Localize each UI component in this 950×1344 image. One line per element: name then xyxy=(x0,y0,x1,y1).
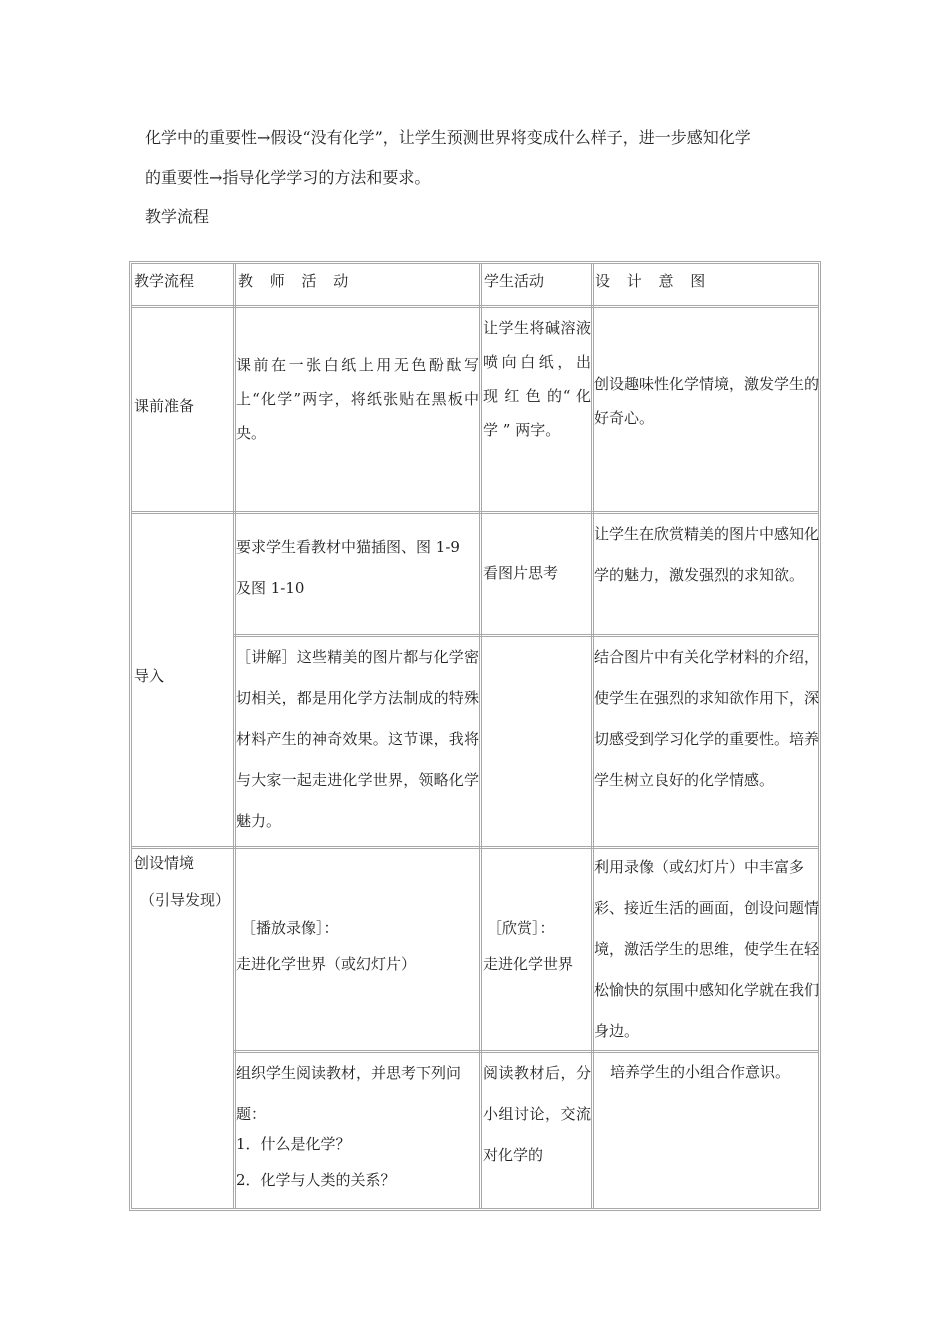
intent-intro-a: 让学生在欣赏精美的图片中感知化学的魅力，激发强烈的求知欲。 xyxy=(594,525,820,584)
stage-scenario: 创设情境 xyxy=(134,854,195,872)
row-divider xyxy=(132,305,818,308)
teacher-intro-b: ［讲解］这些精美的图片都与化学密切相关，都是用化学方法制成的特殊材料产生的神奇效果。这节课，我将与大家一起走进化学世界，领略化学魅力。 xyxy=(236,648,479,830)
teacher-scenario-a-1: ［播放录像］： xyxy=(241,919,339,937)
intent-intro-b: 结合图片中有关化学材料的介绍，使学生在强烈的求知欲作用下，深切感受到学习化学的重要性。培养学生树立良好的化学情感。 xyxy=(594,648,820,789)
intent-scenario-a: 利用录像（或幻灯片）中丰富多彩、接近生活的画面，创设问题情境，激活学生的思维，使学生在轻松愉快的氛围中感知化学就在我们身边。 xyxy=(594,858,820,1040)
column-divider xyxy=(479,264,482,1208)
intent-scenario-b: 培养学生的小组合作意识。 xyxy=(610,1063,791,1081)
intent-prep: 创设趣味性化学情境，激发学生的好奇心。 xyxy=(594,375,820,427)
teacher-intro-a: 要求学生看教材中猫插图、图 1-9 及图 1-10 xyxy=(236,538,460,597)
header-intent: 设 计 意 图 xyxy=(595,272,712,290)
teaching-flow-table xyxy=(129,261,821,1211)
stage-prep: 课前准备 xyxy=(134,397,195,415)
header-teacher: 教 师 活 动 xyxy=(238,272,355,290)
header-student: 学生活动 xyxy=(484,272,545,290)
teacher-prep: 课前在一张白纸上用无色酚酞写上“化学”两字，将纸张贴在黑板中央。 xyxy=(236,356,479,442)
intro-line-2: 的重要性→指导化学学习的方法和要求。 xyxy=(145,168,431,187)
teacher-scenario-b-2: 1．什么是化学？ xyxy=(236,1135,351,1153)
header-stage: 教学流程 xyxy=(134,272,195,290)
section-title: 教学流程 xyxy=(145,207,210,226)
teacher-scenario-b-1: 组织学生阅读教材，并思考下列问题： xyxy=(236,1064,462,1123)
student-prep: 让学生将碱溶液喷向白纸，出 现 红 色 的“ 化 学 ” 两字。 xyxy=(483,319,591,439)
stage-scenario-sub: （引导发现） xyxy=(139,891,230,909)
student-intro-a: 看图片思考 xyxy=(483,564,559,582)
student-scenario-b: 阅读教材后，分小组讨论，交流对化学的 xyxy=(483,1064,591,1164)
teacher-scenario-b-3: 2．化学与人类的关系？ xyxy=(236,1171,396,1189)
student-scenario-a-2: 走进化学世界 xyxy=(483,955,574,973)
teacher-scenario-a-2: 走进化学世界（或幻灯片） xyxy=(236,955,417,973)
stage-intro: 导入 xyxy=(134,667,165,685)
intro-line-1: 化学中的重要性→假设“没有化学”，让学生预测世界将变成什么样子，进一步感知化学 xyxy=(145,128,751,147)
student-scenario-a-1: ［欣赏］： xyxy=(487,919,555,937)
